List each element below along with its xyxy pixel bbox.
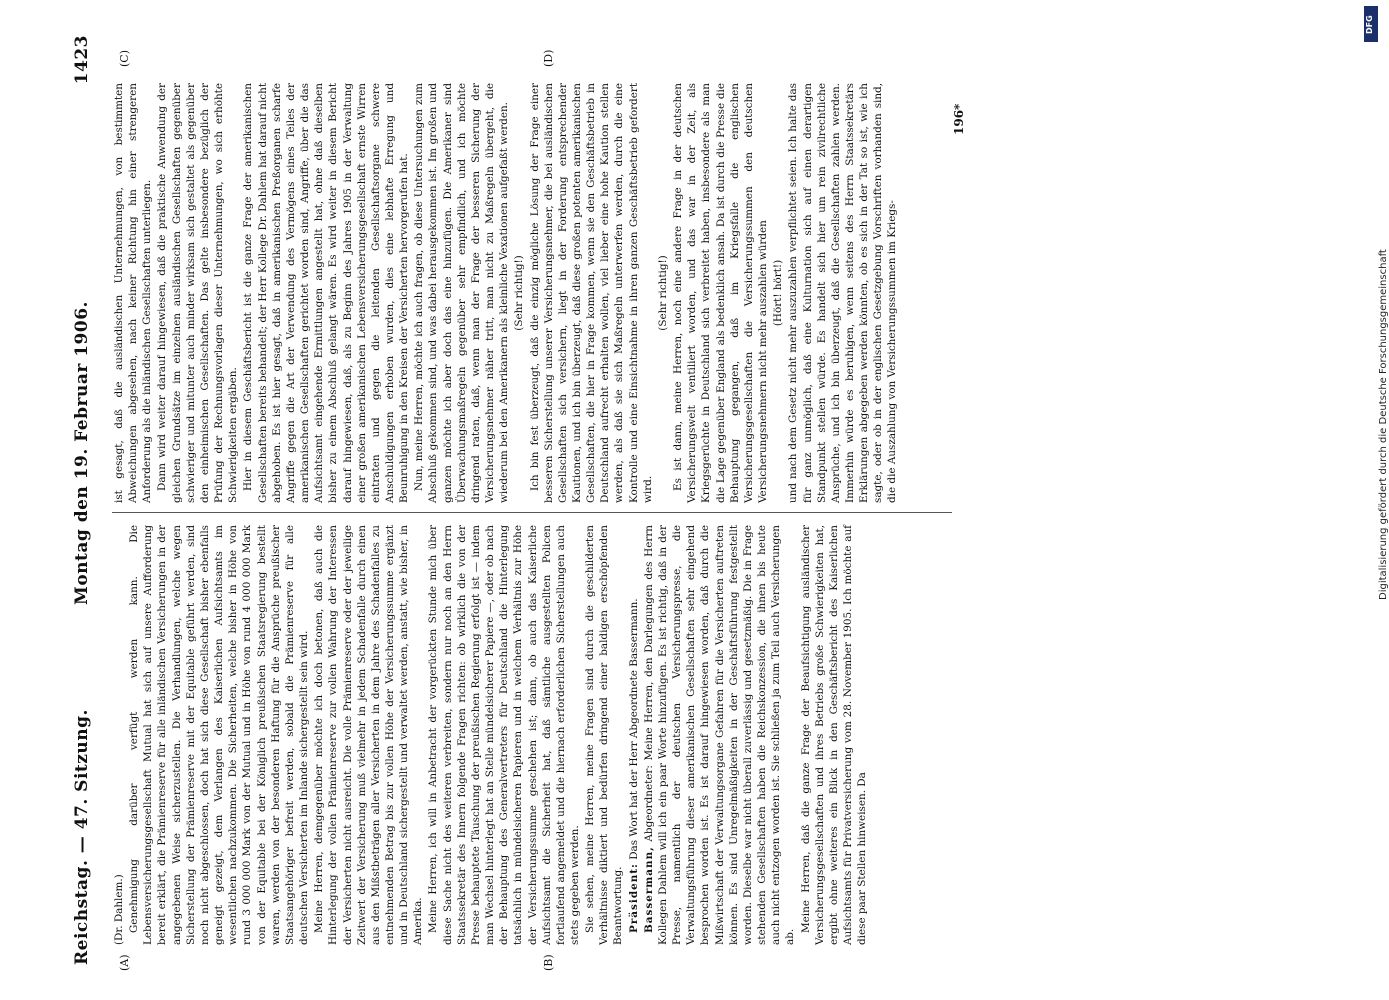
digitization-notice: Digitalisierung gefördert durch die Deutsche Forschungsgemeinschaft [1378, 249, 1389, 600]
paragraph: Nun, meine Herren, möchte ich auch fragen, ob diese Untersuchungen zum Abschluß gekommen sind, und was dabei herausgekommen ist. Im großen und ganzen möchte ich aber doch das eine hinzufügen. Die Amerikaner sind Überwachungsmaßregeln gegenüber sehr empfindlich, und ich möchte dringend raten, daß, wenn man der Frage der besseren Sicherung der Versicherungsnehmer näher tritt, man nicht zu Maßregeln übergeht, die wiederum bei den Amerikanern als kleinliche Vexationen aufgefaßt werden. [413, 83, 511, 503]
signature-mark: 196* [952, 103, 966, 135]
paragraph: Meine Herren, demgegenüber möchte ich doch betonen, daß auch die Hinterlegung der vollen Prämienreserve zur vollen Wahrung der Interessen der Versicherten nicht ausreicht. Die volle Prämienreserve oder der jeweilige Zeitwert der Versicherung muß vielmehr in jedem Schadenfalle durch einen aus den Mißstbeträgen aller Versicherten in dem Jahre des Schadenfalles zu entnehmenden Betrag bis zur vollen Höhe der Versicherungssumme ergänzt und in Deutschland sichergestellt und verwaltet werden, anstatt, wie bisher, in Amerika. [313, 525, 425, 945]
bassermann-text: Abgeordneter: Meine Herren, den Darlegungen des Herrn Kollegen Dahlem will ich ein paar Worte hinzufügen. Es ist richtig, daß in der Presse, namentlich der deutschen Versicherungspresse, die Verwaltungsführung dieser amerikanischen Gesellschaften sehr eingehend besprochen worden ist. Es ist darauf hingewiesen worden, daß durch die Mißwirtschaft der Verwaltungsorgane Gefahren für die Versicherten auftreten können. Es sind Unregelmäßigkeiten in der Geschäftsführung festgestellt worden. Dieselbe war nicht überall zuverlässig und gesetzmäßig. Die in Frage stehenden Gesellschaften haben die Reichskonzession, die ihnen bis heute auch nicht entzogen worden ist. Sie schließen ja zum Teil auch Versicherungen ab. [642, 525, 797, 945]
left-column [112, 525, 942, 945]
interjection: (Sehr richtig!) [513, 255, 526, 331]
paragraph: Sie sehen, meine Herren, meine Fragen sind durch die geschilderten Verhältnisse diktiert und bedürfen dringend einer baldigen erschöpfenden Beantwortung. [584, 525, 625, 945]
right-column [112, 83, 942, 503]
margin-marker-b: (B) [542, 954, 555, 971]
paragraph: Hier in diesem Geschäftsbericht ist die ganze Frage der amerikanischen Gesellschaften bereits behandelt; der Herr Kollege Dr. Dahlem hat darauf nicht abgehoben. Es ist hier gesagt, daß in amerikanischen Preßorganen scharfe Angriffe gegen die Art der Verwendung des Vermögens eines Teiles der amerikanischen Gesellschaften gerichtet worden sind, Angriffe, über die das Aufsichtsamt eingehende Ermittlungen angestellt hat, ohne daß dieselben bisher zu einem Abschluß gelangt wären. Es wird weiter in diesem Bericht darauf hingewiesen, daß, als zu Beginn des Jahres 1905 in der Verwaltung einer großen amerikanischen Lebensversicherungsgesellschaft ernste Wirren eintraten und gegen die leitenden Gesellschaftsorgane schwere Anschuldigungen erhoben wurden, dies eine lebhafte Erregung und Beunruhigung in den Kreisen der Versicherten hervorgerufen hat. [242, 83, 411, 503]
paragraph: und nach dem Gesetz nicht mehr auszuzahlen verpflichtet seien. Ich halte das für ganz unmöglich, daß eine Kulturnation sich auf einen derartigen Standpunkt stellen würde. Es handelt sich hier um rein zivilrechtliche Ansprüche, und ich bin überzeugt, daß die Gesellschaften zahlen werden. Immerhin würde es beruhigen, wenn seitens des Herrn Staatssekretärs Erklärungen abgegeben werden könnten, ob es sich in der Tat so ist, wie ich sagte, oder ob in der englischen Gesetzgebung Vorschriften vorhanden sind, die die Auszahlung von Versicherungssummen im Kriegs- [787, 83, 899, 503]
header-session: Reichstag. — 47. Sitzung. [72, 709, 92, 965]
paragraph: Dann wird weiter darauf hingewiesen, daß die praktische Anwendung der gleichen Grundsätze im einzelnen ausländischen Gesellschaften gegenüber schwieriger und mitunter auch minder wirksam sich gestaltet als gegenüber den einheimischen Gesellschaften. Das gelte insbesondere bezüglich der Prüfung der Rechnungsvorlagen dieser Unternehmungen, wo sich erhöhte Schwierigkeiten ergäben. [156, 83, 240, 503]
rotated-page-content [72, 35, 1362, 971]
page-header [72, 35, 96, 965]
margin-marker-a: (A) [118, 954, 131, 971]
margin-marker-c: (C) [118, 50, 131, 67]
page-number: 1423 [72, 35, 92, 85]
paragraph: Ich bin fest überzeugt, daß die einzig mögliche Lösung der Frage einer besseren Sicherstellung unserer Versicherungsnehmer, die bei ausländischen Gesellschaften sich versichern, liegt in der Forderung entsprechender Kautionen, und ich bin überzeugt, daß diese großen potenten amerikanischen Gesellschaften, die hier in Frage kommen, wenn sie den Geschäftsbetrieb in Deutschland aufrecht erhalten wollen, viel lieber eine hohe Kaution stellen werden, als daß sie sich Maßregeln unterwerfen werden, durch die eine Kontrolle und eine Einsichtnahme in ihren ganzen Geschäftsbetrieb gefordert wird. [528, 83, 654, 503]
paragraph: Genehmigung darüber verfügt werden kann. Die Lebensversicherungsgesellschaft Mutual hat sich auf unsere Aufforderung bereit erklärt, die Prämienreserve für alle inländischen Versicherungen in der angegebenen Weise sicherzustellen. Die Verhandlungen, welche wegen Sicherstellung der Prämienreserve mit der Equitable geführt werden, sind noch nicht abgeschlossen, doch hat sich diese Gesellschaft bisher ebenfalls geneigt gezeigt, dem Verlangen des Kaiserlichen Aufsichtsamts im wesentlichen nachzukommen. Die Sicherheiten, welche bisher in Höhe von rund 3 000 000 Mark von der Mutual und in Höhe von rund 4 000 000 Mark von der Equitable bei der Königlich preußischen Staatsregierung bestellt waren, werden von der besonderen Haftung für die Ansprüche preußischer Staatsangehöriger befreit werden, sobald die Prämienreserve für alle deutschen Versicherten im Inlande sichergestellt sein wird. [128, 525, 311, 945]
margin-marker-d: (D) [542, 49, 555, 67]
header-date: Montag den 19. Februar 1906. [72, 301, 92, 605]
bassermann-label: Bassermann, [642, 846, 655, 933]
interjection: (Hört! hört!) [772, 259, 785, 327]
column-divider [112, 512, 952, 513]
paragraph: Meine Herren, daß die ganze Frage der Beaufsichtigung ausländischer Versicherungsgesellschaften und ihres Betriebs große Schwierigkeiten hat, ergibt ohne weiteres ein Blick in den Geschäftsbericht des Kaiserlichen Aufsichtsamts für Privatversicherung vom 28. November 1905. Ich möchte auf diese paar Stellen hinweisen. Da [799, 525, 869, 945]
paragraph: Meine Herren, ich will in Anbetracht der vorgerückten Stunde mich über diese Sache nicht des weiteren verbreiten, sondern nur noch an den Herrn Staatssekretär des Innern folgende Fragen richten: ob wirklich die von der Presse behauptete Täuschung der preußischen Regierung erfolgt ist — indem man Wechsel hinterlegt hat an Stelle mündelsicherer Papiere —, oder ob nach der Behauptung des Generalvertreters für Deutschland die Hinterlegung tatsächlich in mündelsicheren Papieren und in welchem Verhältnis zur Höhe der Versicherungssumme geschehen ist; dann, ob auch das Kaiserliche Aufsichtsamt die Sicherheit hat, daß sämtliche ausgestellten Policen fortlaufend angemeldet und die hiernach erforderlichen Sicherstellungen auch stets gegeben werden. [427, 525, 581, 945]
paragraph: Es ist dann, meine Herren, noch eine andere Frage in der deutschen Versicherungswelt ventiliert worden, und das war in der Zeit, als Kriegsgerüchte in Deutschland sich verbreitet haben, insbesondere als man die Lage gegenüber England als bedenklich ansah. Da ist durch die Presse die Behauptung gegangen, daß im Kriegsfalle die englischen Versicherungsgesellschaften die Versicherungssummen den deutschen Versicherungsnehmern nicht mehr auszahlen würden [672, 83, 770, 503]
bassermann-speech [642, 525, 798, 945]
paragraph: ist gesagt, daß die ausländischen Unternehmungen, von bestimmten Abweichungen abgesehen, nach keiner Richtung hin einer strengeren Anforderung als die inländischen Gesellschaften unterliegen. [113, 83, 154, 503]
president-label: Präsident: [627, 863, 640, 933]
president-text: Das Wort hat der Herr Abgeordnete Bassermann. [627, 598, 640, 860]
speaker-reference: (Dr. Dahlem.) [113, 874, 125, 945]
dfg-logo: DFG [1364, 6, 1378, 42]
president-statement [627, 525, 641, 945]
interjection: (Sehr richtig!) [656, 255, 669, 331]
